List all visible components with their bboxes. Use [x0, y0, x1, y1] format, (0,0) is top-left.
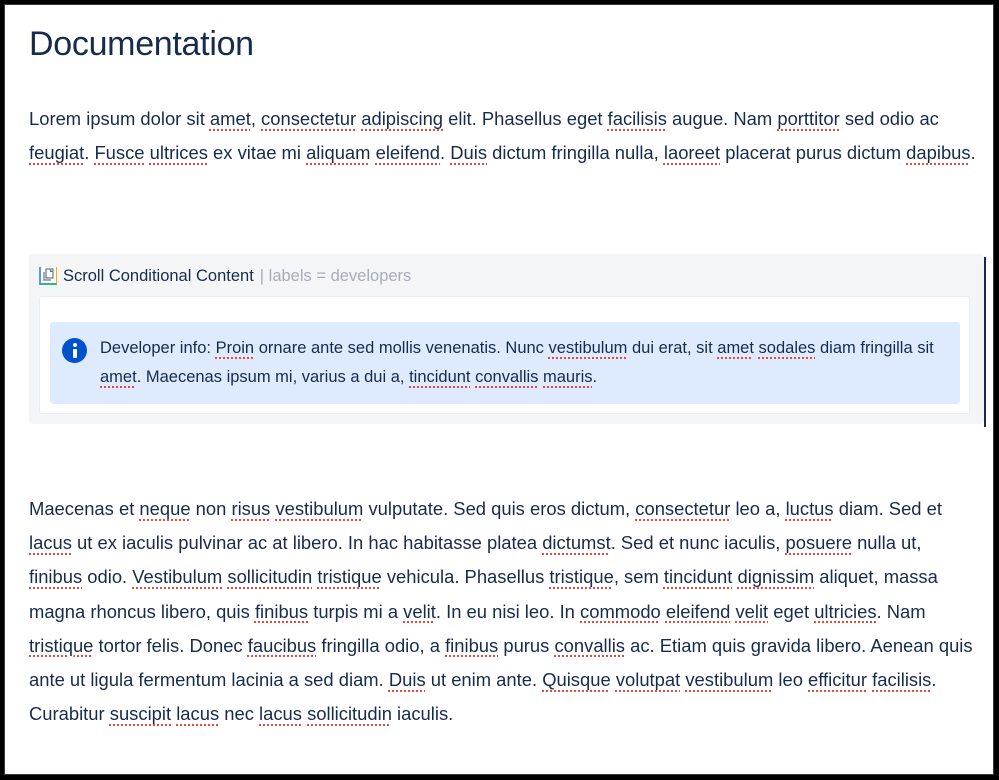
misspelled-word[interactable]: amet: [100, 368, 137, 386]
misspelled-word[interactable]: lacus: [176, 703, 220, 725]
misspelled-word[interactable]: Vestibulum: [132, 566, 223, 588]
misspelled-word[interactable]: dapibus: [906, 142, 971, 164]
page-title[interactable]: Documentation: [29, 25, 254, 63]
misspelled-word[interactable]: ultricies: [814, 600, 877, 622]
misspelled-word[interactable]: sodales: [758, 339, 816, 357]
misspelled-word[interactable]: consectetur: [635, 498, 731, 519]
misspelled-word[interactable]: eleifend: [665, 600, 731, 622]
misspelled-word[interactable]: lacus: [259, 703, 302, 725]
misspelled-word[interactable]: vestibulum: [548, 339, 628, 357]
misspelled-word[interactable]: tristique: [317, 566, 382, 588]
misspelled-word[interactable]: faucibus: [247, 634, 317, 656]
misspelled-word[interactable]: Duis: [388, 669, 426, 691]
misspelled-word[interactable]: suscipit: [109, 703, 172, 725]
misspelled-word[interactable]: sollicitudin: [307, 703, 392, 725]
misspelled-word[interactable]: facilisis: [872, 669, 932, 691]
misspelled-word[interactable]: volutpat: [615, 669, 681, 691]
macro-body[interactable]: [39, 296, 970, 414]
misspelled-word[interactable]: facilisis: [607, 108, 667, 129]
misspelled-word[interactable]: vestibulum: [275, 498, 364, 519]
misspelled-word[interactable]: Duis: [450, 142, 488, 164]
misspelled-word[interactable]: tristique: [549, 566, 614, 588]
misspelled-word[interactable]: tincidunt: [409, 368, 471, 386]
editor-window: [4, 4, 994, 775]
misspelled-word[interactable]: convallis: [554, 634, 625, 656]
misspelled-word[interactable]: posuere: [785, 532, 852, 554]
misspelled-word[interactable]: ultrices: [149, 142, 208, 164]
misspelled-word[interactable]: eleifend: [375, 142, 441, 164]
paragraph-body[interactable]: Maecenas et neque non risus vestibulum vulputate. Sed quis eros dictum, consectetur leo a, luctus diam. Sed et lacus ut ex iaculis pulvinar ac at libero. In hac habitasse platea dictumst. Sed et nunc iaculis, posuere nulla ut, finibus odio. Vestibulum sollicitudin tristique vehicula. Phasellus tristique, sem tincidunt dignissim aliquet, massa magna rhoncus libero, quis finibus turpis mi a velit. In eu nisi leo. In commodo eleifend velit eget ultricies. Nam tristique tortor felis. Donec faucibus fringilla odio, a finibus purus convallis ac. Etiam quis gravida libero. Aenean quis ante ut ligula fermentum lacinia a sed diam. Duis ut enim ante. Quisque volutpat vestibulum leo efficitur facilisis. Curabitur suscipit lacus nec lacus sollicitudin iaculis.: [29, 498, 973, 725]
misspelled-word[interactable]: risus: [231, 498, 271, 519]
misspelled-word[interactable]: finibus: [445, 634, 499, 656]
misspelled-word[interactable]: finibus: [254, 600, 309, 622]
misspelled-word[interactable]: luctus: [785, 498, 834, 519]
misspelled-word[interactable]: Proin: [215, 339, 255, 357]
misspelled-word[interactable]: convallis: [475, 368, 539, 386]
misspelled-word[interactable]: mauris: [543, 368, 593, 386]
misspelled-word[interactable]: sollicitudin: [227, 566, 313, 588]
misspelled-word[interactable]: tristique: [29, 634, 94, 656]
misspelled-word[interactable]: dictumst: [542, 532, 611, 554]
misspelled-word[interactable]: porttitor: [777, 108, 840, 129]
macro-header[interactable]: [39, 265, 411, 287]
misspelled-word[interactable]: laoreet: [663, 142, 721, 164]
misspelled-word[interactable]: consectetur: [261, 108, 357, 129]
misspelled-word[interactable]: adipiscing: [361, 108, 444, 129]
misspelled-word[interactable]: efficitur: [808, 669, 867, 691]
misspelled-word[interactable]: finibus: [29, 566, 83, 588]
misspelled-word[interactable]: dignissim: [737, 566, 815, 588]
misspelled-word[interactable]: neque: [139, 498, 191, 519]
info-panel-text[interactable]: Developer info: Proin ornare ante sed mollis venenatis. Nunc vestibulum dui erat, sit amet sodales diam fringilla sit amet. Maecenas ipsum mi, varius a dui a, tincidunt convallis mauris.: [100, 339, 934, 386]
info-icon: [62, 338, 87, 363]
misspelled-word[interactable]: Fusce: [94, 142, 145, 164]
macro-params: | labels = developers: [259, 266, 412, 285]
macro-name: Scroll Conditional Content: [63, 266, 254, 285]
text-cursor: [984, 257, 986, 427]
misspelled-word[interactable]: velit: [735, 600, 769, 622]
paragraph-intro[interactable]: Lorem ipsum dolor sit amet, consectetur adipiscing elit. Phasellus eget facilisis augue. Nam porttitor sed odio ac feugiat. Fusce ultrices ex vitae mi aliquam eleifend. Duis dictum fringilla nulla, laoreet placerat purus dictum dapibus.: [29, 108, 976, 164]
misspelled-word[interactable]: tincidunt: [663, 566, 733, 588]
misspelled-word[interactable]: amet: [717, 339, 754, 357]
misspelled-word[interactable]: vestibulum: [685, 669, 774, 691]
misspelled-word[interactable]: commodo: [580, 600, 661, 622]
misspelled-word[interactable]: amet: [209, 108, 251, 129]
scroll-conditional-content-icon: [39, 267, 57, 285]
info-panel[interactable]: [50, 322, 960, 404]
misspelled-word[interactable]: lacus: [29, 532, 72, 554]
misspelled-word[interactable]: Quisque: [542, 669, 611, 691]
misspelled-word[interactable]: feugiat: [29, 142, 85, 164]
misspelled-word[interactable]: velit: [403, 600, 436, 622]
misspelled-word[interactable]: aliquam: [306, 142, 371, 164]
scroll-conditional-content-macro[interactable]: [29, 254, 984, 424]
